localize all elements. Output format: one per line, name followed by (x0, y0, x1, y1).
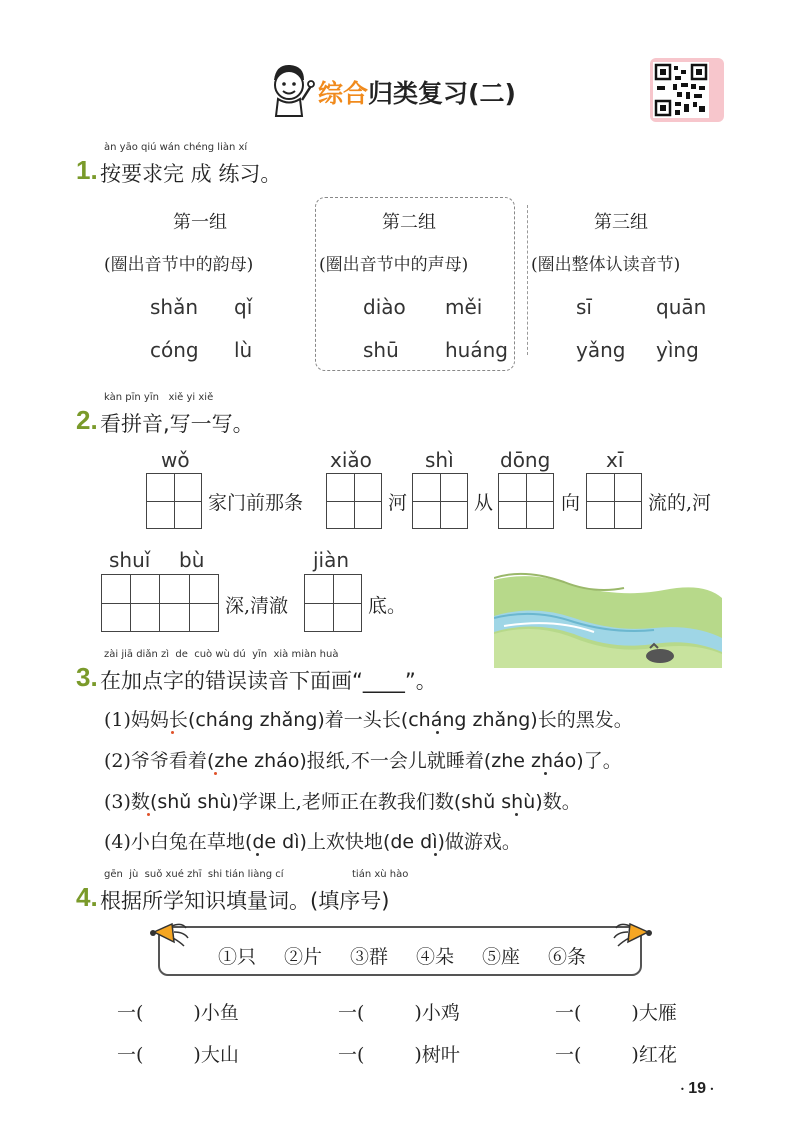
pronunciation-options[interactable]: (shǔ shù) (453, 791, 543, 813)
item-middle: 上欢快 (306, 831, 364, 853)
group-3-syllable[interactable]: yǎng (576, 338, 626, 362)
measure-word-blank[interactable]: 一( )大雁 (555, 1002, 677, 1024)
dotted-char: 着 (464, 750, 484, 772)
q3-item-2 (104, 746, 622, 773)
q4-pinyin-2: tián xù hào (352, 869, 409, 880)
q1-instruction: 按要求完 成 练习。 (100, 162, 282, 186)
group-1-syllable[interactable]: cóng (150, 338, 199, 362)
q1-pinyin: àn yāo qiú wán chéng liàn xí (104, 142, 248, 153)
measure-word-blank[interactable]: 一( )小鸡 (338, 1002, 460, 1024)
group-3-syllable[interactable]: yìng (656, 338, 699, 362)
writing-box-shuibu[interactable] (101, 574, 219, 632)
text-segment: 深,清澈 (225, 595, 289, 617)
pronunciation-options[interactable]: (zhe zháo) (483, 750, 584, 772)
emphasis-dot (436, 731, 439, 734)
pinyin-shi: shì (425, 448, 454, 472)
dotted-char: 着 (187, 750, 207, 772)
emphasis-dot (256, 853, 259, 856)
dotted-char: 长 (168, 709, 188, 731)
text-segment: 家门前那条 (208, 492, 304, 514)
option-item: ③群 (350, 946, 389, 968)
q3-number: 3. (76, 662, 98, 692)
option-item: ①只 (218, 946, 257, 968)
option-item: ④朵 (416, 946, 455, 968)
q3-item-3 (104, 787, 581, 814)
emphasis-dot (515, 813, 518, 816)
measure-word-blank[interactable]: 一( )红花 (555, 1044, 677, 1066)
group-1-title: 第一组 (173, 212, 227, 233)
horn-right-icon (612, 918, 654, 948)
dotted-char: 数 (434, 791, 454, 813)
q3-item-4 (104, 827, 521, 854)
group-2-title: 第二组 (382, 212, 436, 233)
q3-instruction: 在加点字的错误读音下面画“____”。 (100, 669, 437, 693)
option-item: ⑥条 (548, 946, 587, 968)
text-segment: 底。 (368, 595, 407, 617)
group-3-title: 第三组 (594, 212, 648, 233)
q4-pinyin: gēn jù suǒ xué zhī shi tián liàng cí (104, 869, 284, 880)
pinyin-wo: wǒ (161, 448, 190, 472)
dotted-char: 数 (130, 791, 150, 813)
pronunciation-options[interactable]: (de dì) (244, 831, 307, 853)
item-prefix: (3) (104, 791, 131, 813)
measure-word-blank[interactable]: 一( )小鱼 (117, 1002, 239, 1024)
page-title-main: 归类复习(二) (368, 79, 516, 108)
text-segment: 流的,河 (648, 492, 712, 514)
writing-box-dong[interactable] (498, 473, 554, 529)
emphasis-dot (434, 853, 437, 856)
page-number: • 19 • (681, 1080, 714, 1097)
pinyin-jian: jiàn (313, 548, 350, 572)
q2-instruction: 看拼音,写一写。 (100, 412, 254, 436)
qr-code-icon[interactable] (650, 58, 724, 122)
text-segment: 向 (561, 492, 581, 514)
q3-item-1 (104, 705, 633, 732)
option-item: ②片 (284, 946, 323, 968)
emphasis-dot (147, 813, 150, 816)
text-segment: 从 (474, 492, 494, 514)
river-landscape-illustration (494, 568, 722, 668)
item-prefix: (2)爷爷看 (104, 750, 188, 772)
page-number-value: 19 (688, 1080, 707, 1097)
q4-number: 4. (76, 882, 98, 912)
dotted-char: 长 (381, 709, 401, 731)
writing-box-xiao[interactable] (326, 473, 382, 529)
item-middle: 着一头 (324, 709, 382, 731)
group-2-instruction: (圈出音节中的声母) (319, 255, 469, 275)
item-suffix: 做游戏。 (444, 831, 521, 853)
q2-number: 2. (76, 405, 98, 435)
pinyin-dong: dōng (500, 448, 551, 472)
horn-left-icon (148, 918, 190, 948)
group-3-syllable[interactable]: quān (656, 295, 707, 319)
group-1-instruction: (圈出音节中的韵母) (104, 255, 254, 275)
pronunciation-options[interactable]: (cháng zhǎng) (187, 709, 325, 731)
pronunciation-options[interactable]: (de dì) (382, 831, 445, 853)
item-prefix: (4)小白兔在草 (104, 831, 226, 853)
pinyin-shui: shuǐ (109, 548, 151, 572)
item-prefix: (1)妈妈 (104, 709, 169, 731)
option-item: ⑤座 (482, 946, 521, 968)
group-3-instruction: (圈出整体认读音节) (531, 255, 681, 275)
item-suffix: 了。 (583, 750, 622, 772)
page-title-accent: 综合 (318, 79, 369, 108)
dotted-char: 地 (225, 831, 245, 853)
pronunciation-options[interactable]: (cháng zhǎng) (400, 709, 538, 731)
mascot-boy-icon (262, 58, 316, 118)
pronunciation-options[interactable]: (zhe zháo) (206, 750, 307, 772)
group-2-syllable[interactable]: huáng (445, 338, 508, 362)
group-2-syllable[interactable]: shū (363, 338, 399, 362)
group-1-syllable[interactable]: qǐ (234, 295, 253, 319)
page-title (318, 74, 516, 110)
q2-pinyin: kàn pīn yīn xiě yi xiě (104, 392, 214, 403)
pinyin-xiao: xiǎo (330, 448, 372, 472)
q3-pinyin: zài jiā diǎn zì de cuò wù dú yīn xià miàn huà (104, 649, 339, 660)
writing-box-shi[interactable] (412, 473, 468, 529)
writing-box-jian[interactable] (304, 574, 362, 632)
measure-word-blank[interactable]: 一( )树叶 (338, 1044, 460, 1066)
measure-word-blank[interactable]: 一( )大山 (117, 1044, 239, 1066)
q1-number: 1. (76, 155, 98, 185)
dotted-char: 地 (363, 831, 383, 853)
item-suffix: 长的黑发。 (537, 709, 633, 731)
item-suffix: 数。 (542, 791, 581, 813)
emphasis-dot (544, 772, 547, 775)
pinyin-bu: bù (179, 548, 205, 572)
group-3-syllable[interactable]: sī (576, 295, 592, 319)
emphasis-dot (214, 772, 217, 775)
emphasis-dot (171, 731, 174, 734)
group-1-syllable[interactable]: shǎn (150, 295, 199, 319)
item-middle: 报纸,不一会儿就睡 (306, 750, 465, 772)
text-segment: 河 (388, 492, 408, 514)
group-1-syllable[interactable]: lù (234, 338, 253, 362)
group-3-dashed-divider (527, 205, 528, 355)
q4-instruction: 根据所学知识填量词。(填序号) (100, 889, 390, 913)
pronunciation-options[interactable]: (shǔ shù) (149, 791, 239, 813)
writing-box-wo[interactable] (146, 473, 202, 529)
group-2-syllable[interactable]: měi (445, 295, 483, 319)
pinyin-xi: xī (606, 448, 624, 472)
group-2-syllable[interactable]: diào (363, 295, 406, 319)
writing-box-xi[interactable] (586, 473, 642, 529)
item-middle: 学课上,老师正在教我们 (238, 791, 435, 813)
